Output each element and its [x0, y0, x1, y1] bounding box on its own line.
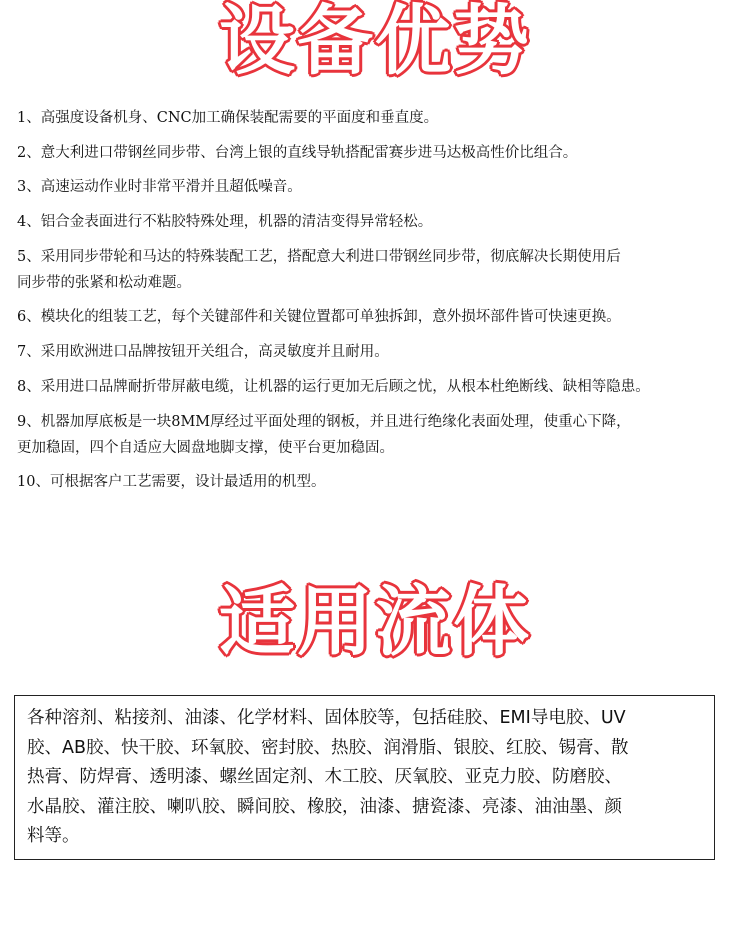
advantage-item — [17, 309, 742, 326]
fluids-line: 胶、AB胶、快干胶、环氧胶、密封胶、热胶、润滑脂、银胶、红胶、锡膏、散 — [27, 737, 629, 758]
advantage-line: 9、机器加厚底板是一块8MM厚经过平面处理的钢板，并且进行绝缘化表面处理，使重心下降， — [17, 414, 631, 431]
advantage-item — [17, 409, 742, 461]
advantage-line: 3、高速运动作业时非常平滑并且超低噪音。 — [17, 179, 302, 196]
advantage-item — [17, 379, 742, 396]
fluids-line: 水晶胶、灌注胶、喇叭胶、瞬间胶、橡胶，油漆、搪瓷漆、亮漆、油油墨、颜 — [27, 796, 622, 817]
advantage-line: 8、采用进口品牌耐折带屏蔽电缆，让机器的运行更加无后顾之忧，从根本杜绝断线、缺相等隐患。 — [17, 378, 650, 395]
advantage-item — [17, 179, 742, 196]
advantages-heading: 设备优势 — [219, 0, 531, 85]
advantage-line: 更加稳固，四个自适应大圆盘地脚支撑，使平台更加稳固。 — [17, 440, 394, 457]
advantages-list — [17, 110, 742, 509]
fluids-line: 料等。 — [27, 826, 80, 846]
advantage-line: 5、采用同步带轮和马达的特殊装配工艺，搭配意大利进口带钢丝同步带，彻底解决长期使用后 — [17, 249, 621, 266]
advantage-line: 同步带的张紧和松动难题。 — [17, 275, 191, 292]
advantage-line: 6、模块化的组装工艺，每个关键部件和关键位置都可单独拆卸，意外损坏部件皆可快速更换。 — [17, 309, 621, 326]
advantage-line: 10、可根据客户工艺需要，设计最适用的机型。 — [17, 474, 326, 491]
fluids-line: 各种溶剂、粘接剂、油漆、化学材料、固体胶等，包括硅胶、EMI导电胶、UV — [27, 708, 626, 728]
fluids-box — [14, 695, 715, 860]
advantage-item — [17, 145, 742, 162]
advantage-line: 2、意大利进口带钢丝同步带、台湾上银的直线导轨搭配雷赛步进马达极高性价比组合。 — [17, 144, 578, 161]
advantage-item — [17, 110, 742, 127]
fluids-line: 热膏、防焊膏、透明漆、螺丝固定剂、木工胶、厌氧胶、亚克力胶、防磨胶、 — [27, 767, 622, 787]
fluids-heading: 适用流体 — [219, 577, 531, 666]
advantage-item — [17, 474, 742, 491]
advantage-line: 7、采用欧洲进口品牌按钮开关组合，高灵敏度并且耐用。 — [17, 343, 389, 360]
advantage-item — [17, 244, 742, 296]
advantage-line: 1、高强度设备机身、CNC加工确保装配需要的平面度和垂直度。 — [17, 110, 439, 126]
advantage-line: 4、铝合金表面进行不粘胶特殊处理，机器的清洁变得异常轻松。 — [17, 213, 433, 230]
advantage-item — [17, 344, 742, 361]
advantage-item — [17, 214, 742, 231]
